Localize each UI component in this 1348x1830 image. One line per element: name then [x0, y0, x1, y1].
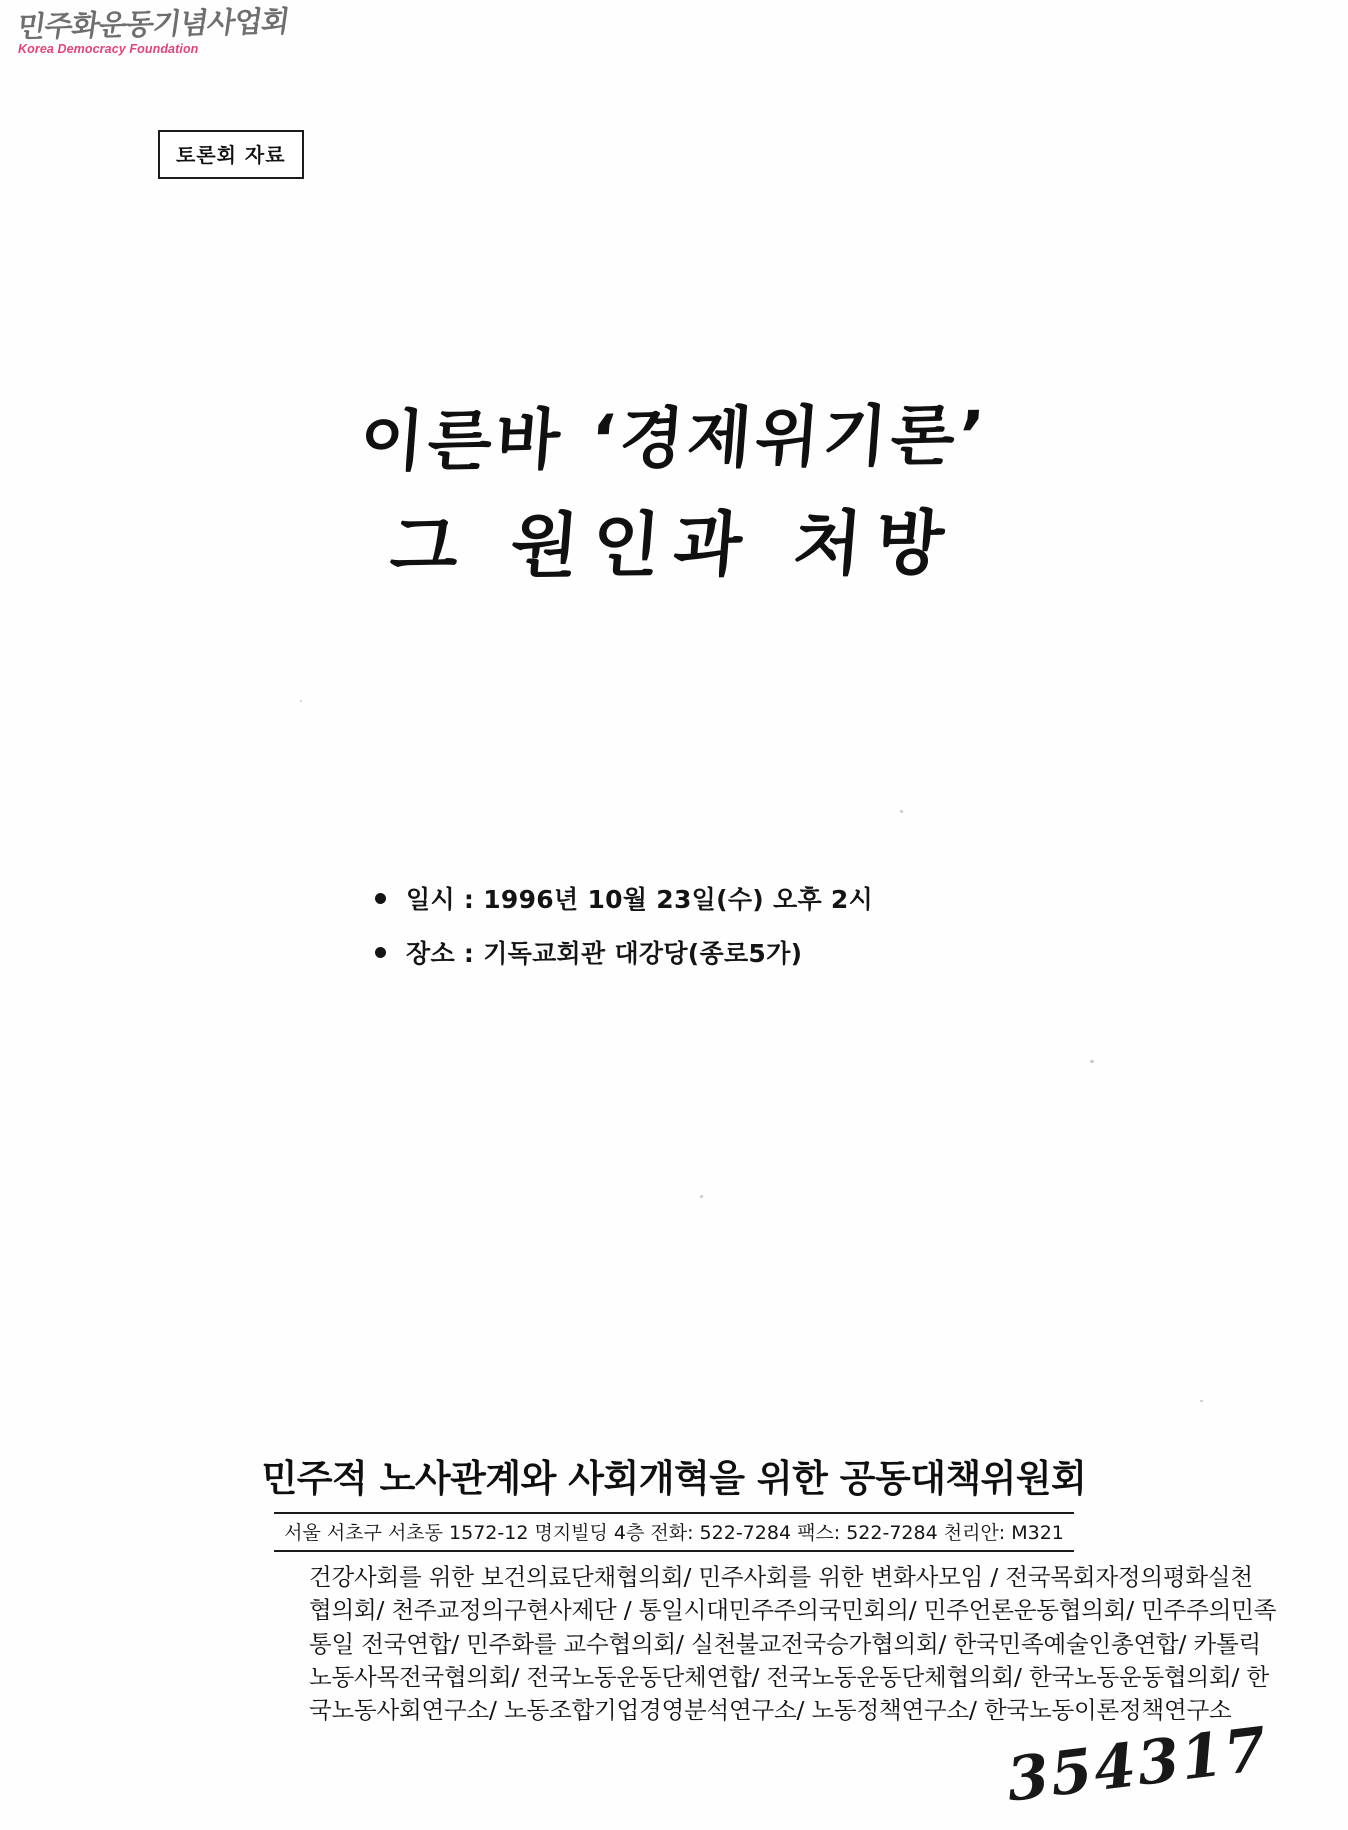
document-type-label: 토론회 자료 — [176, 143, 286, 167]
handwritten-archive-number: 354317 — [1003, 1713, 1271, 1817]
member-organizations-list — [169, 1561, 1277, 1728]
address-wrapper — [0, 1512, 1348, 1552]
footer-block — [0, 1448, 1348, 1728]
title-line-1: 이른바 ‘경제위기론’ — [357, 396, 991, 481]
scan-speck — [1090, 1060, 1094, 1063]
member-line: 협의회/ 천주교정의구현사제단 / 통일시대민주주의국민회의/ 민주언론운동협의회/ 민주주의민족 — [309, 1596, 1277, 1625]
member-line: 건강사회를 위한 보건의료단채협의회/ 민주사회를 위한 변화사모임 / 전국목회자정의평화실천 — [309, 1563, 1253, 1591]
archive-watermark — [15, 4, 291, 56]
bullet-icon — [375, 893, 386, 904]
event-venue-text: 장소 : 기독교회관 대강당(종로5가) — [406, 939, 803, 968]
event-info-item-venue — [375, 934, 873, 970]
member-line: 통일 전국연합/ 민주화를 교수협의회/ 실천불교전국승가협의회/ 한국민족예술인총연합/ 카톨릭 — [309, 1629, 1262, 1658]
member-line: 국노동사회연구소/ 노동조합기업경영분석연구소/ 노동정책연구소/ 한국노동이론정책연구소 — [309, 1696, 1232, 1725]
event-date-text: 일시 : 1996년 10월 23일(수) 오후 2시 — [406, 885, 874, 914]
bullet-icon — [375, 947, 386, 958]
scan-speck — [300, 700, 302, 702]
event-info-list — [375, 880, 873, 988]
title-line-2: 그 원인과 처방 — [387, 501, 961, 588]
organization-address: 서울 서초구 서초동 1572-12 명지빌딩 4층 전화: 522-7284 팩스: 522-7284 천리안: M321 — [274, 1512, 1074, 1552]
watermark-korean-name: 민주화운동기념사업회 — [15, 4, 291, 44]
member-line: 노동사목전국협의회/ 전국노동운동단체연합/ 전국노동운동단체협의회/ 한국노동운동협의회/ 한 — [309, 1663, 1269, 1692]
event-info-item-date — [375, 880, 873, 916]
scan-speck — [1200, 1400, 1203, 1402]
scan-speck — [700, 1195, 703, 1198]
watermark-english-name: Korea Democracy Foundation — [18, 42, 199, 56]
organization-name: 민주적 노사관계와 사회개혁을 위한 공동대책위원회 — [261, 1457, 1087, 1500]
page-title — [0, 396, 1348, 588]
document-type-box — [158, 130, 304, 179]
scan-speck — [900, 810, 903, 813]
